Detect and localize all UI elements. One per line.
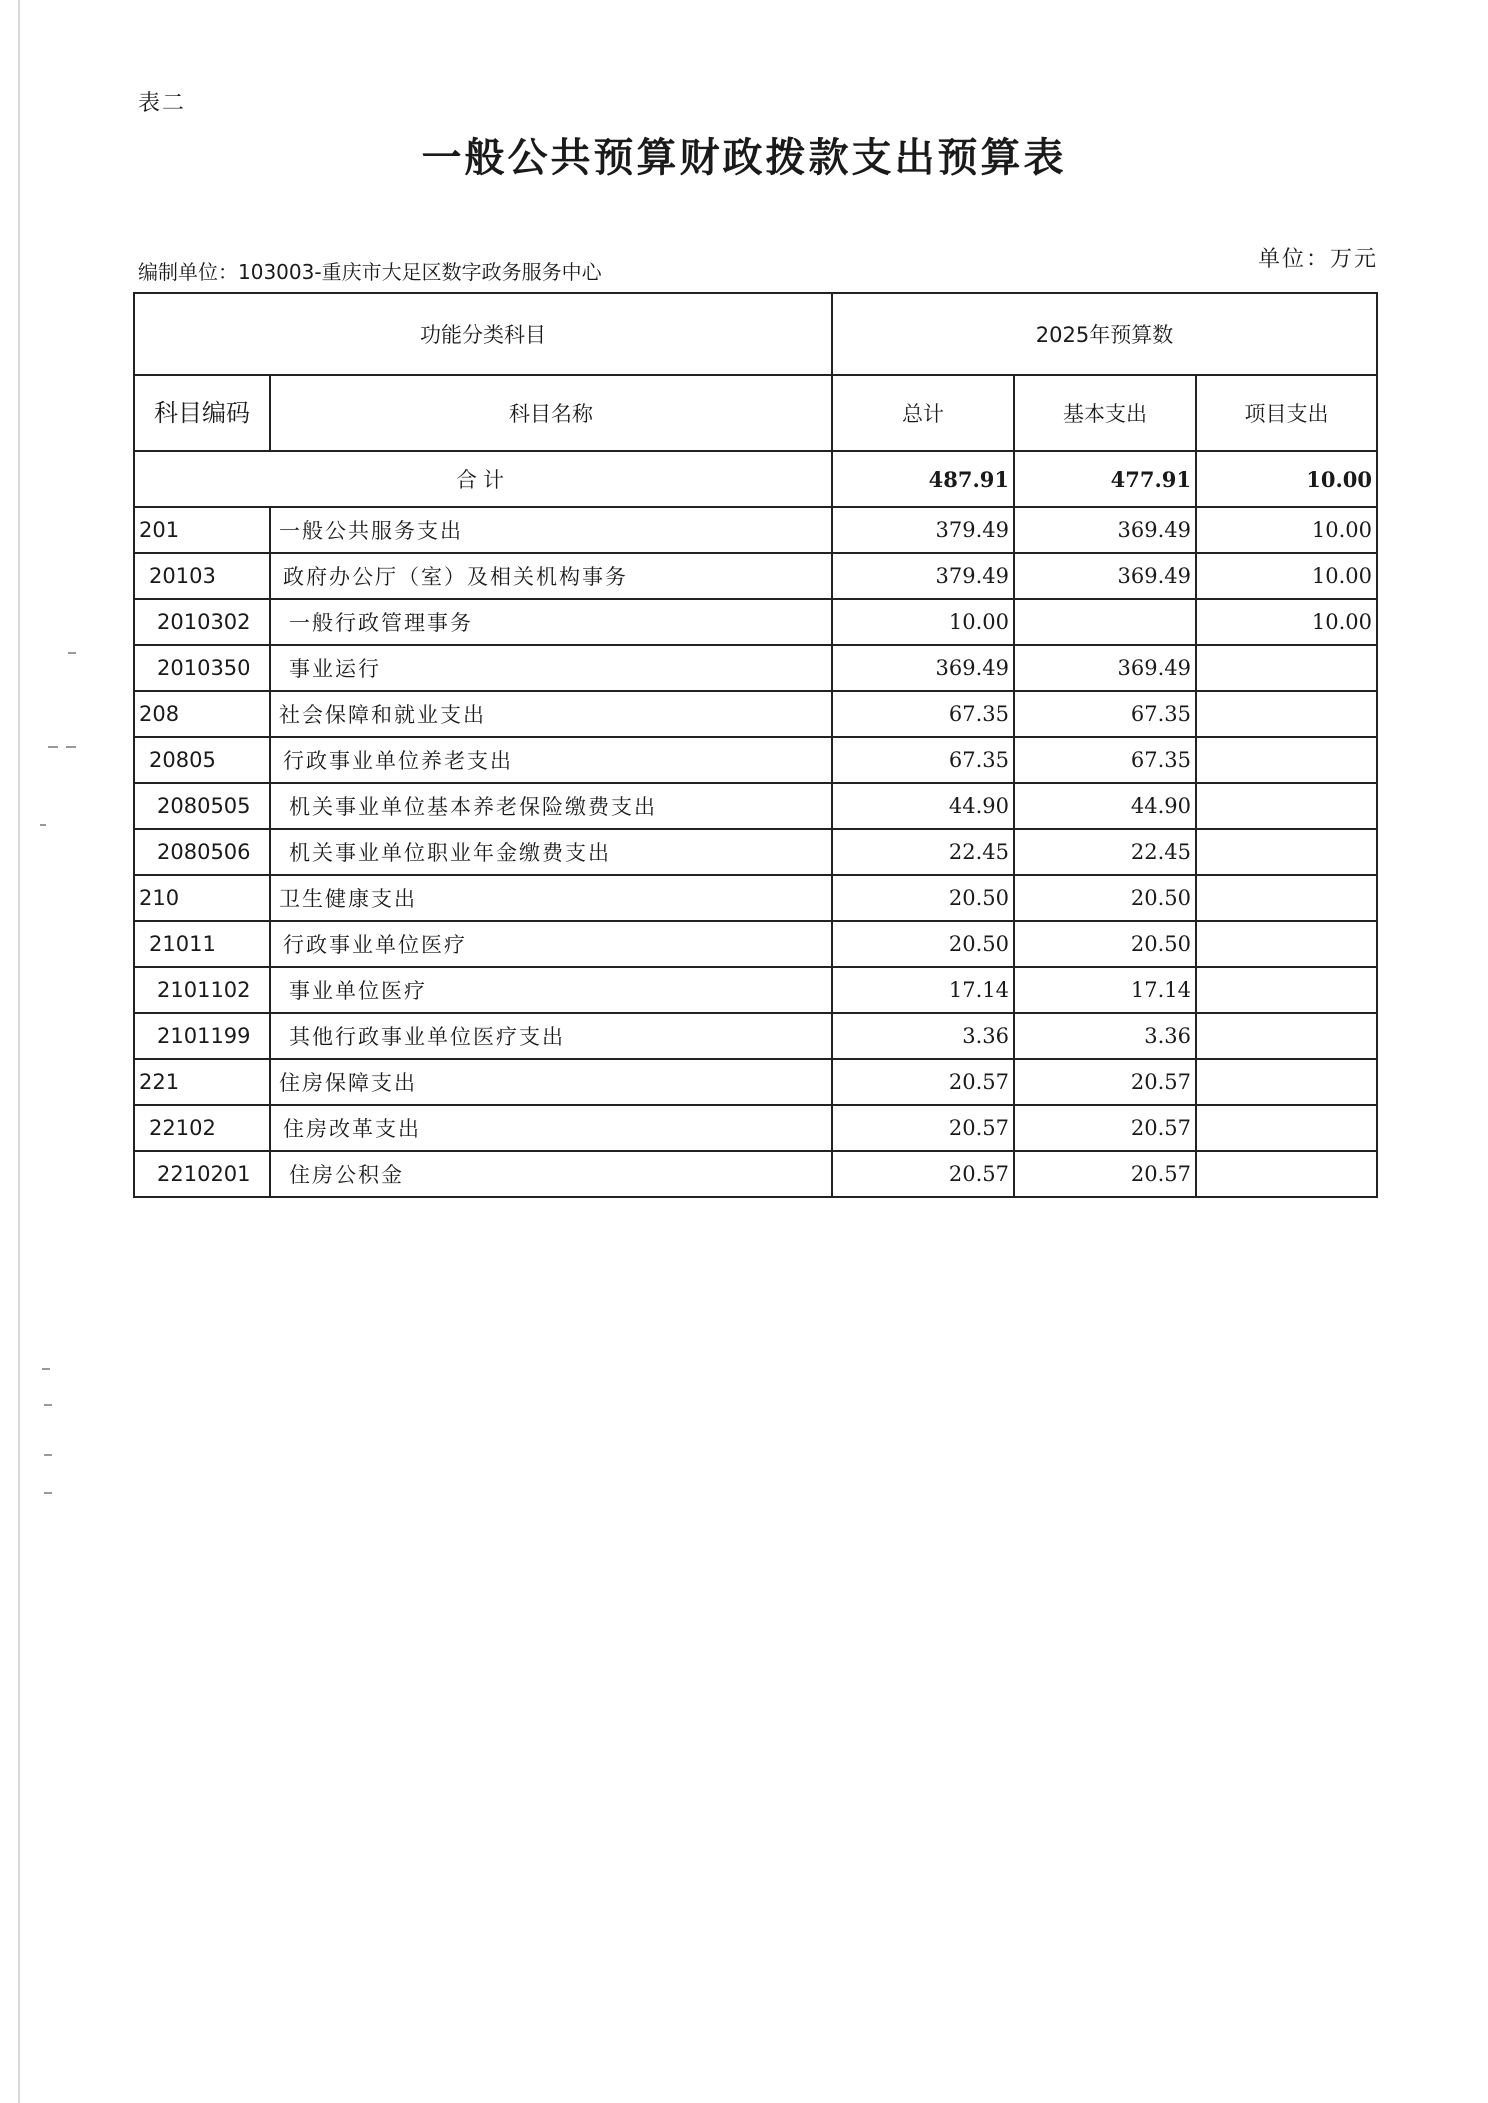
total-project: 10.00: [1196, 451, 1377, 507]
row-project: [1196, 1059, 1377, 1105]
row-project: [1196, 829, 1377, 875]
row-name: 一般公共服务支出: [270, 507, 832, 553]
budget-table: [133, 292, 1378, 1198]
row-code: 208: [134, 691, 270, 737]
row-total: 20.50: [832, 921, 1014, 967]
row-project: 10.00: [1196, 599, 1377, 645]
row-code: 2101102: [134, 967, 270, 1013]
table-row: [134, 783, 1377, 829]
row-name: 卫生健康支出: [270, 875, 832, 921]
row-project: [1196, 737, 1377, 783]
row-code: 20805: [134, 737, 270, 783]
row-total: 44.90: [832, 783, 1014, 829]
row-project: [1196, 875, 1377, 921]
row-code: 2101199: [134, 1013, 270, 1059]
row-total: 20.57: [832, 1151, 1014, 1197]
row-code: 22102: [134, 1105, 270, 1151]
unit-label: 单位：万元: [1257, 247, 1378, 272]
total-total: 487.91: [832, 451, 1014, 507]
scan-speck: [68, 652, 76, 654]
table-row: [134, 553, 1377, 599]
row-basic: 20.50: [1014, 921, 1196, 967]
row-total: 67.35: [832, 691, 1014, 737]
total-label: 合计: [134, 451, 832, 507]
page-edge: [18, 0, 20, 2103]
header-name: 科目名称: [270, 375, 832, 451]
row-name: 事业运行: [270, 645, 832, 691]
scan-speck: [48, 746, 58, 748]
row-code: 21011: [134, 921, 270, 967]
row-name: 住房公积金: [270, 1151, 832, 1197]
scan-speck: [40, 824, 46, 826]
row-project: [1196, 691, 1377, 737]
header-basic: 基本支出: [1014, 375, 1196, 451]
row-name: 行政事业单位医疗: [270, 921, 832, 967]
row-total: 20.57: [832, 1059, 1014, 1105]
header-project: 项目支出: [1196, 375, 1377, 451]
row-name: 住房保障支出: [270, 1059, 832, 1105]
row-code: 210: [134, 875, 270, 921]
row-total: 20.50: [832, 875, 1014, 921]
row-basic: 67.35: [1014, 737, 1196, 783]
row-basic: 369.49: [1014, 645, 1196, 691]
row-code: 2080506: [134, 829, 270, 875]
row-project: [1196, 783, 1377, 829]
scan-speck: [44, 1492, 52, 1494]
row-basic: 22.45: [1014, 829, 1196, 875]
row-code: 201: [134, 507, 270, 553]
row-project: [1196, 1105, 1377, 1151]
row-name: 行政事业单位养老支出: [270, 737, 832, 783]
row-basic: 369.49: [1014, 507, 1196, 553]
row-project: [1196, 1013, 1377, 1059]
table-row: [134, 1059, 1377, 1105]
row-code: 221: [134, 1059, 270, 1105]
scan-speck: [66, 746, 76, 748]
row-total: 17.14: [832, 967, 1014, 1013]
row-project: [1196, 1151, 1377, 1197]
header-code: 科目编码: [134, 375, 270, 451]
table-row: [134, 875, 1377, 921]
row-code: 2010350: [134, 645, 270, 691]
table-row: [134, 1105, 1377, 1151]
table-row: [134, 645, 1377, 691]
table-row: [134, 921, 1377, 967]
row-basic: 3.36: [1014, 1013, 1196, 1059]
row-code: 2210201: [134, 1151, 270, 1197]
row-basic: 369.49: [1014, 553, 1196, 599]
scan-speck: [42, 1368, 50, 1370]
row-name: 政府办公厅（室）及相关机构事务: [270, 553, 832, 599]
row-project: 10.00: [1196, 553, 1377, 599]
row-total: 10.00: [832, 599, 1014, 645]
table-row: [134, 967, 1377, 1013]
header-row-1: [134, 293, 1377, 375]
org-line: 编制单位：103003-重庆市大足区数字政务服务中心: [138, 260, 602, 284]
header-budget-year: 2025年预算数: [832, 293, 1377, 375]
row-code: 2080505: [134, 783, 270, 829]
row-name: 社会保障和就业支出: [270, 691, 832, 737]
table-label: 表二: [138, 91, 187, 116]
table-row: [134, 691, 1377, 737]
header-total: 总计: [832, 375, 1014, 451]
page-title: 一般公共预算财政拨款支出预算表: [421, 134, 1067, 181]
row-total: 379.49: [832, 507, 1014, 553]
row-code: 20103: [134, 553, 270, 599]
row-name: 机关事业单位职业年金缴费支出: [270, 829, 832, 875]
scan-speck: [44, 1454, 52, 1456]
row-basic: 17.14: [1014, 967, 1196, 1013]
header-functional: 功能分类科目: [134, 293, 832, 375]
total-row: [134, 451, 1377, 507]
row-name: 住房改革支出: [270, 1105, 832, 1151]
row-name: 事业单位医疗: [270, 967, 832, 1013]
row-basic: 20.57: [1014, 1059, 1196, 1105]
row-total: 369.49: [832, 645, 1014, 691]
table-row: [134, 1151, 1377, 1197]
row-code: 2010302: [134, 599, 270, 645]
row-name: 其他行政事业单位医疗支出: [270, 1013, 832, 1059]
row-project: [1196, 967, 1377, 1013]
row-project: [1196, 645, 1377, 691]
table-row: [134, 599, 1377, 645]
scan-speck: [44, 1404, 52, 1406]
row-project: 10.00: [1196, 507, 1377, 553]
table-row: [134, 737, 1377, 783]
row-project: [1196, 921, 1377, 967]
table-row: [134, 507, 1377, 553]
row-total: 67.35: [832, 737, 1014, 783]
row-basic: 20.50: [1014, 875, 1196, 921]
header-row-2: [134, 375, 1377, 451]
row-basic: 67.35: [1014, 691, 1196, 737]
row-basic: 44.90: [1014, 783, 1196, 829]
row-basic: [1014, 599, 1196, 645]
row-basic: 20.57: [1014, 1105, 1196, 1151]
row-total: 379.49: [832, 553, 1014, 599]
table-row: [134, 829, 1377, 875]
row-total: 3.36: [832, 1013, 1014, 1059]
row-name: 一般行政管理事务: [270, 599, 832, 645]
table-row: [134, 1013, 1377, 1059]
row-basic: 20.57: [1014, 1151, 1196, 1197]
row-name: 机关事业单位基本养老保险缴费支出: [270, 783, 832, 829]
row-total: 20.57: [832, 1105, 1014, 1151]
total-basic: 477.91: [1014, 451, 1196, 507]
row-total: 22.45: [832, 829, 1014, 875]
